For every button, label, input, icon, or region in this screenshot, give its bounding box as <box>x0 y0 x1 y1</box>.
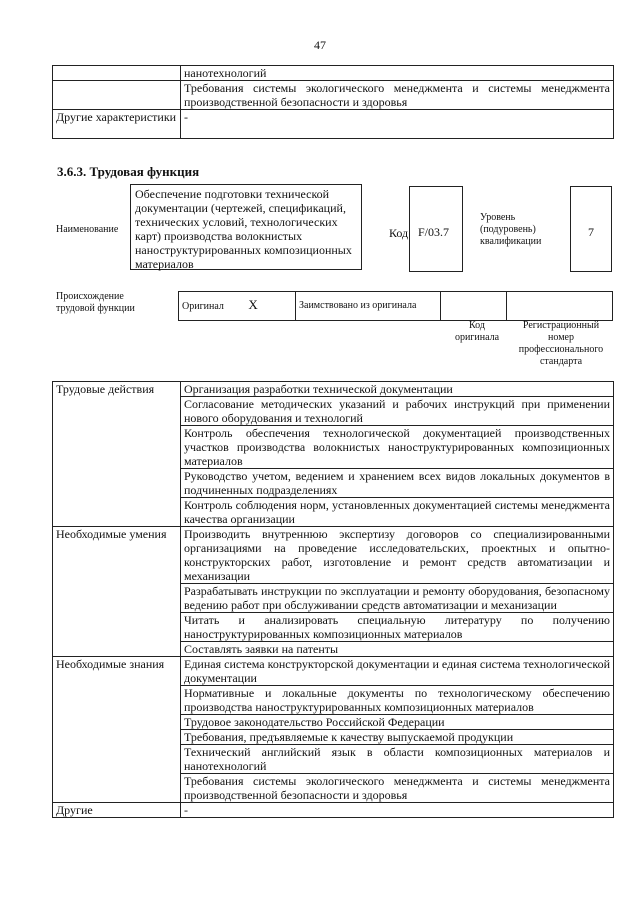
row-label: Другие характеристики <box>53 110 181 139</box>
code-original-cell <box>441 292 507 321</box>
main-table <box>52 381 614 818</box>
table-cell: Организация разработки технической документации <box>181 382 614 397</box>
code-original-caption: Код оригинала <box>454 320 500 343</box>
table-cell: Читать и анализировать специальную литературу по получению наноструктурированных композиционных материалов <box>181 613 614 642</box>
table-cell: Требования системы экологического менеджмента и системы менеджмента производственной безопасности и здоровья <box>181 774 614 803</box>
table-row <box>53 110 614 139</box>
table-cell: Производить внутреннюю экспертизу договоров со специализированными организациями на проведение исследовательских, проектных и опытно-конструкторских работ, изготовление и ремонт средств автоматизации и механизации <box>181 527 614 584</box>
reg-number-caption: Регистрационный номер профессионального стандарта <box>518 320 604 367</box>
table-cell: - <box>181 803 614 818</box>
group-label: Другие <box>53 803 181 818</box>
code-label: Код <box>389 226 409 240</box>
top-table <box>52 65 614 139</box>
table-cell: - <box>181 110 614 139</box>
table-cell: Нормативные и локальные документы по технологическому обеспечению производства наноструктурированных композиционных материалов <box>181 686 614 715</box>
table-row <box>53 527 614 584</box>
function-name: Обеспечение подготовки технической документации (чертежей, спецификаций, технических условий, технологических карт) производства волокнистых наноструктурированных композиционных материалов <box>130 184 362 270</box>
table-row <box>53 803 614 818</box>
table-row <box>53 81 614 110</box>
table-cell: Требования системы экологического менеджмента и системы менеджмента производственной безопасности и здоровья <box>181 81 614 110</box>
table-row <box>53 657 614 686</box>
code-value: F/03.7 <box>409 186 463 272</box>
page-number: 47 <box>314 38 326 52</box>
original-mark: X <box>248 297 258 312</box>
table-cell: Технический английский язык в области композиционных материалов и нанотехнологий <box>181 745 614 774</box>
table-cell: Составлять заявки на патенты <box>181 642 614 657</box>
borrowed-label: Заимствовано из оригинала <box>296 292 441 321</box>
origin-table <box>178 291 613 321</box>
origin-label: Происхождение трудовой функции <box>56 291 135 314</box>
table-cell: Согласование методических указаний и рабочих инструкций при применении нового оборудования и технологий <box>181 397 614 426</box>
table-cell: Руководство учетом, ведением и хранением всех видов локальных документов в подчиненных подразделениях <box>181 469 614 498</box>
group-label: Необходимые знания <box>53 657 181 803</box>
table-row <box>53 382 614 397</box>
original-cell <box>179 292 296 321</box>
group-label: Трудовые действия <box>53 382 181 527</box>
table-cell: Единая система конструкторской документации и единая система технологической документации <box>181 657 614 686</box>
original-label: Оригинал <box>182 301 224 312</box>
table-cell: Контроль соблюдения норм, установленных документацией системы менеджмента качества организации <box>181 498 614 527</box>
table-cell: Трудовое законодательство Российской Федерации <box>181 715 614 730</box>
table-row <box>53 66 614 81</box>
level-label: Уровень (подуровень) квалификации <box>480 212 542 247</box>
table-cell: Разрабатывать инструкции по эксплуатации и ремонту оборудования, безопасному ведению работ при обслуживании средств автоматизации и механизации <box>181 584 614 613</box>
section-heading: 3.6.3. Трудовая функция <box>57 164 200 179</box>
table-cell: нанотехнологий <box>181 66 614 81</box>
name-label: Наименование <box>56 224 119 235</box>
row-label <box>53 66 181 81</box>
group-label: Необходимые умения <box>53 527 181 657</box>
table-row <box>179 292 613 321</box>
reg-number-cell <box>507 292 613 321</box>
level-value: 7 <box>570 186 612 272</box>
table-cell: Требования, предъявляемые к качеству выпускаемой продукции <box>181 730 614 745</box>
table-cell: Контроль обеспечения технологической документацией производственных участков производства волокнистых наноструктурированных композиционных материалов <box>181 426 614 469</box>
